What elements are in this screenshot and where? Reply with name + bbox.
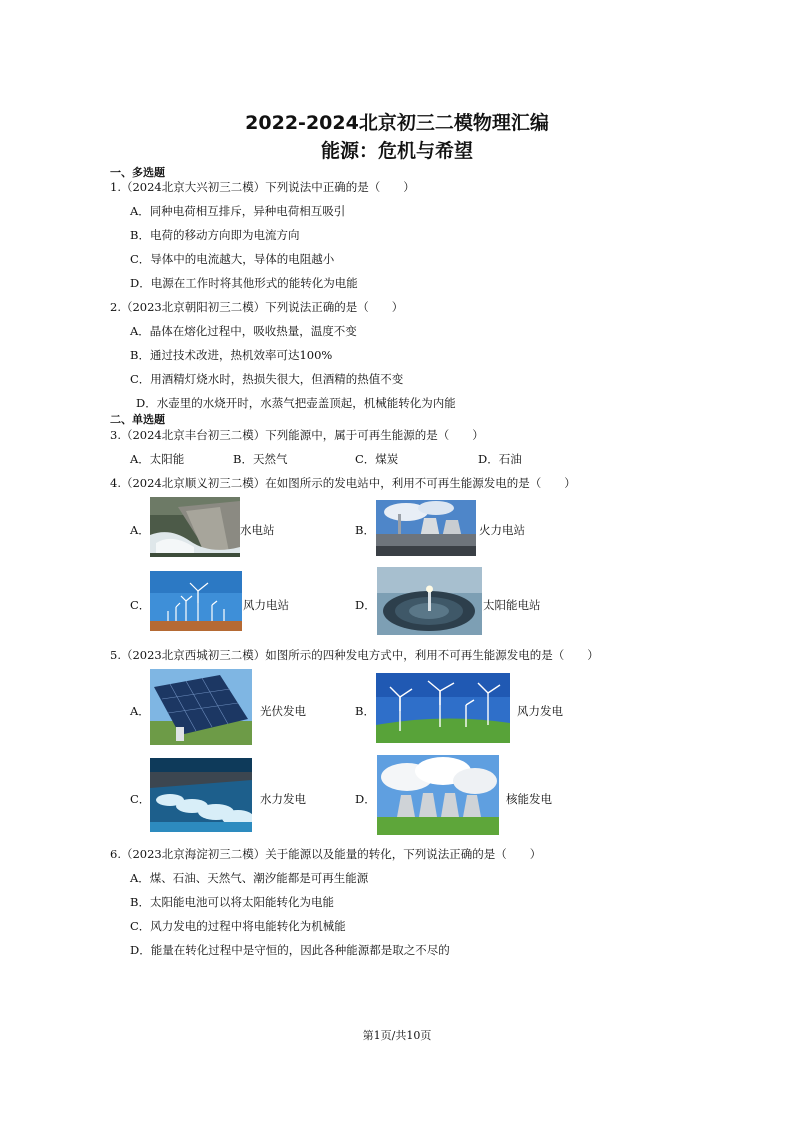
question-5-label-b: 风力发电 (517, 704, 563, 718)
doc-title: 2022-2024北京初三二模物理汇编 (245, 112, 549, 134)
question-5-option-d: D． (355, 792, 376, 806)
question-1-option-d: D．电源在工作时将其他形式的能转化为电能 (130, 276, 358, 290)
question-5-label-a: 光伏发电 (260, 704, 306, 718)
section-heading-multi: 一、多选题 (110, 166, 165, 179)
question-1-option-b: B．电荷的移动方向即为电流方向 (130, 228, 300, 242)
thermal-plant-image (376, 500, 476, 556)
question-4-stem: 4.（2024北京顺义初三二模）在如图所示的发电站中，利用不可再生能源发电的是（ ） (110, 476, 576, 490)
question-5-option-b: B． (355, 704, 375, 718)
question-5-label-d: 核能发电 (506, 792, 552, 806)
question-3-option-d: D．石油 (478, 452, 522, 466)
question-3-option-c: C．煤炭 (355, 452, 399, 466)
question-4-label-a: 水电站 (240, 523, 275, 537)
question-4-option-d: D． (355, 598, 376, 612)
question-4-label-b: 火力电站 (479, 523, 525, 537)
question-5-label-c: 水力发电 (260, 792, 306, 806)
question-2-option-c: C．用酒精灯烧水时，热损失很大，但酒精的热值不变 (130, 372, 404, 386)
question-1-option-c: C．导体中的电流越大，导体的电阻越小 (130, 252, 335, 266)
question-3-option-b: B．天然气 (233, 452, 288, 466)
question-6-option-a: A．煤、石油、天然气、潮汐能都是可再生能源 (130, 871, 369, 885)
section-heading-single: 二、单选题 (110, 413, 165, 426)
question-2-option-b: B．通过技术改进，热机效率可达100% (130, 348, 333, 362)
question-1-stem: 1.（2024北京大兴初三二模）下列说法中正确的是（ ） (110, 180, 415, 194)
page-footer: 第1页/共10页 (362, 1029, 432, 1042)
question-4-option-c: C． (130, 598, 151, 612)
wind-power-image (376, 673, 510, 743)
question-4-label-c: 风力电站 (243, 598, 289, 612)
question-6-option-b: B．太阳能电池可以将太阳能转化为电能 (130, 895, 334, 909)
photovoltaic-image (150, 669, 252, 745)
question-3-stem: 3.（2024北京丰台初三二模）下列能源中，属于可再生能源的是（ ） (110, 428, 484, 442)
question-2-option-d: D．水壶里的水烧开时，水蒸气把壶盖顶起，机械能转化为内能 (136, 396, 456, 410)
question-3-option-a: A．太阳能 (130, 452, 185, 466)
question-4-option-b: B． (355, 523, 375, 537)
hydro-station-image (150, 497, 240, 557)
question-6-option-c: C．风力发电的过程中将电能转化为机械能 (130, 919, 346, 933)
question-2-stem: 2.（2023北京朝阳初三二模）下列说法正确的是（ ） (110, 300, 404, 314)
hydropower-image (150, 758, 252, 832)
question-4-option-a: A． (130, 523, 150, 537)
question-6-stem: 6.（2023北京海淀初三二模）关于能源以及能量的转化，下列说法正确的是（ ） (110, 847, 542, 861)
doc-subtitle: 能源：危机与希望 (320, 140, 473, 162)
solar-station-image (377, 567, 482, 635)
question-1-option-a: A．同种电荷相互排斥，异种电荷相互吸引 (130, 204, 346, 218)
nuclear-plant-image (377, 755, 499, 835)
question-5-option-c: C． (130, 792, 151, 806)
question-6-option-d: D．能量在转化过程中是守恒的，因此各种能源都是取之不尽的 (130, 943, 450, 957)
question-5-stem: 5.（2023北京西城初三二模）如图所示的四种发电方式中，利用不可再生能源发电的是（ ） (110, 648, 599, 662)
question-4-label-d: 太阳能电站 (483, 598, 541, 612)
question-5-option-a: A． (130, 704, 150, 718)
question-2-option-a: A．晶体在熔化过程中，吸收热量，温度不变 (130, 324, 357, 338)
wind-farm-image (150, 571, 242, 631)
